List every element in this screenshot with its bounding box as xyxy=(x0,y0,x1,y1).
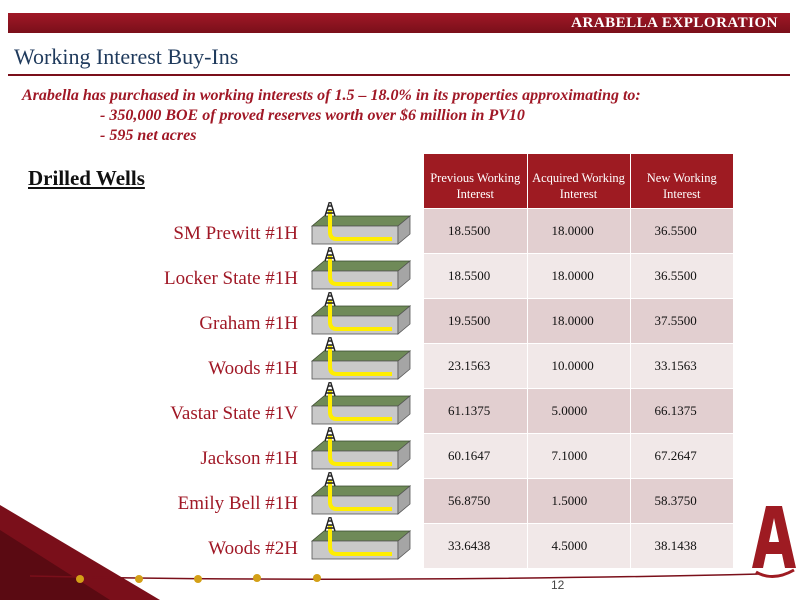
cell-previous: 33.6438 xyxy=(424,523,527,568)
company-logo xyxy=(748,502,798,587)
cell-new: 67.2647 xyxy=(630,433,733,478)
table-row xyxy=(424,208,733,253)
well-name: Jackson #1H xyxy=(200,448,298,469)
cell-new: 58.3750 xyxy=(630,478,733,523)
intro-bullet-1: - 350,000 BOE of proved reserves worth over $6 million in PV10 xyxy=(100,107,525,124)
cell-new: 36.5500 xyxy=(630,208,733,253)
cell-previous: 18.5500 xyxy=(424,253,527,298)
cell-previous: 61.1375 xyxy=(424,388,527,433)
intro-text xyxy=(22,86,641,146)
horizontal-well-icon xyxy=(310,337,412,383)
well-name: Vastar State #1V xyxy=(170,403,298,424)
cell-acquired: 7.1000 xyxy=(527,433,630,478)
company-banner xyxy=(8,13,790,33)
table-header-row xyxy=(424,154,733,208)
page-title: Working Interest Buy-Ins xyxy=(14,44,239,69)
cell-new: 36.5500 xyxy=(630,253,733,298)
cell-acquired: 18.0000 xyxy=(527,208,630,253)
col-header-previous: Previous Working Interest xyxy=(424,154,527,208)
cell-previous: 60.1647 xyxy=(424,433,527,478)
cell-previous: 19.5500 xyxy=(424,298,527,343)
vertical-well-icon xyxy=(310,382,412,428)
cell-previous: 23.1563 xyxy=(424,343,527,388)
cell-previous: 56.8750 xyxy=(424,478,527,523)
cell-acquired: 5.0000 xyxy=(527,388,630,433)
well-name: Woods #1H xyxy=(208,358,298,379)
table-row xyxy=(424,388,733,433)
intro-bullet-2: - 595 net acres xyxy=(100,127,197,144)
table-row xyxy=(424,253,733,298)
table-row xyxy=(424,343,733,388)
footer-decoration xyxy=(0,500,800,600)
horizontal-well-icon xyxy=(310,292,412,338)
well-name: Graham #1H xyxy=(199,313,298,334)
company-name: ARABELLA EXPLORATION xyxy=(571,15,778,31)
intro-lead: Arabella has purchased in working interests of 1.5 – 18.0% in its properties approximating to: xyxy=(22,87,641,104)
cell-new: 38.1438 xyxy=(630,523,733,568)
cell-previous: 18.5500 xyxy=(424,208,527,253)
logo-a-icon xyxy=(748,502,798,582)
page-number: 12 xyxy=(551,578,565,592)
cell-acquired: 18.0000 xyxy=(527,253,630,298)
horizontal-well-icon xyxy=(310,247,412,293)
horizontal-well-icon xyxy=(310,427,412,473)
section-label: Drilled Wells xyxy=(28,166,145,190)
col-header-new: New Working Interest xyxy=(630,154,733,208)
horizontal-well-icon xyxy=(310,202,412,248)
cell-acquired: 10.0000 xyxy=(527,343,630,388)
cell-acquired: 4.5000 xyxy=(527,523,630,568)
table-row xyxy=(424,433,733,478)
title-divider xyxy=(8,74,790,76)
col-header-acquired: Acquired Working Interest xyxy=(527,154,630,208)
cell-new: 66.1375 xyxy=(630,388,733,433)
well-name: Emily Bell #1H xyxy=(177,493,298,514)
well-name: Woods #2H xyxy=(208,538,298,559)
cell-new: 33.1563 xyxy=(630,343,733,388)
table-row xyxy=(424,298,733,343)
well-name: SM Prewitt #1H xyxy=(173,223,298,244)
cell-new: 37.5500 xyxy=(630,298,733,343)
cell-acquired: 18.0000 xyxy=(527,298,630,343)
well-name: Locker State #1H xyxy=(163,268,298,289)
cell-acquired: 1.5000 xyxy=(527,478,630,523)
